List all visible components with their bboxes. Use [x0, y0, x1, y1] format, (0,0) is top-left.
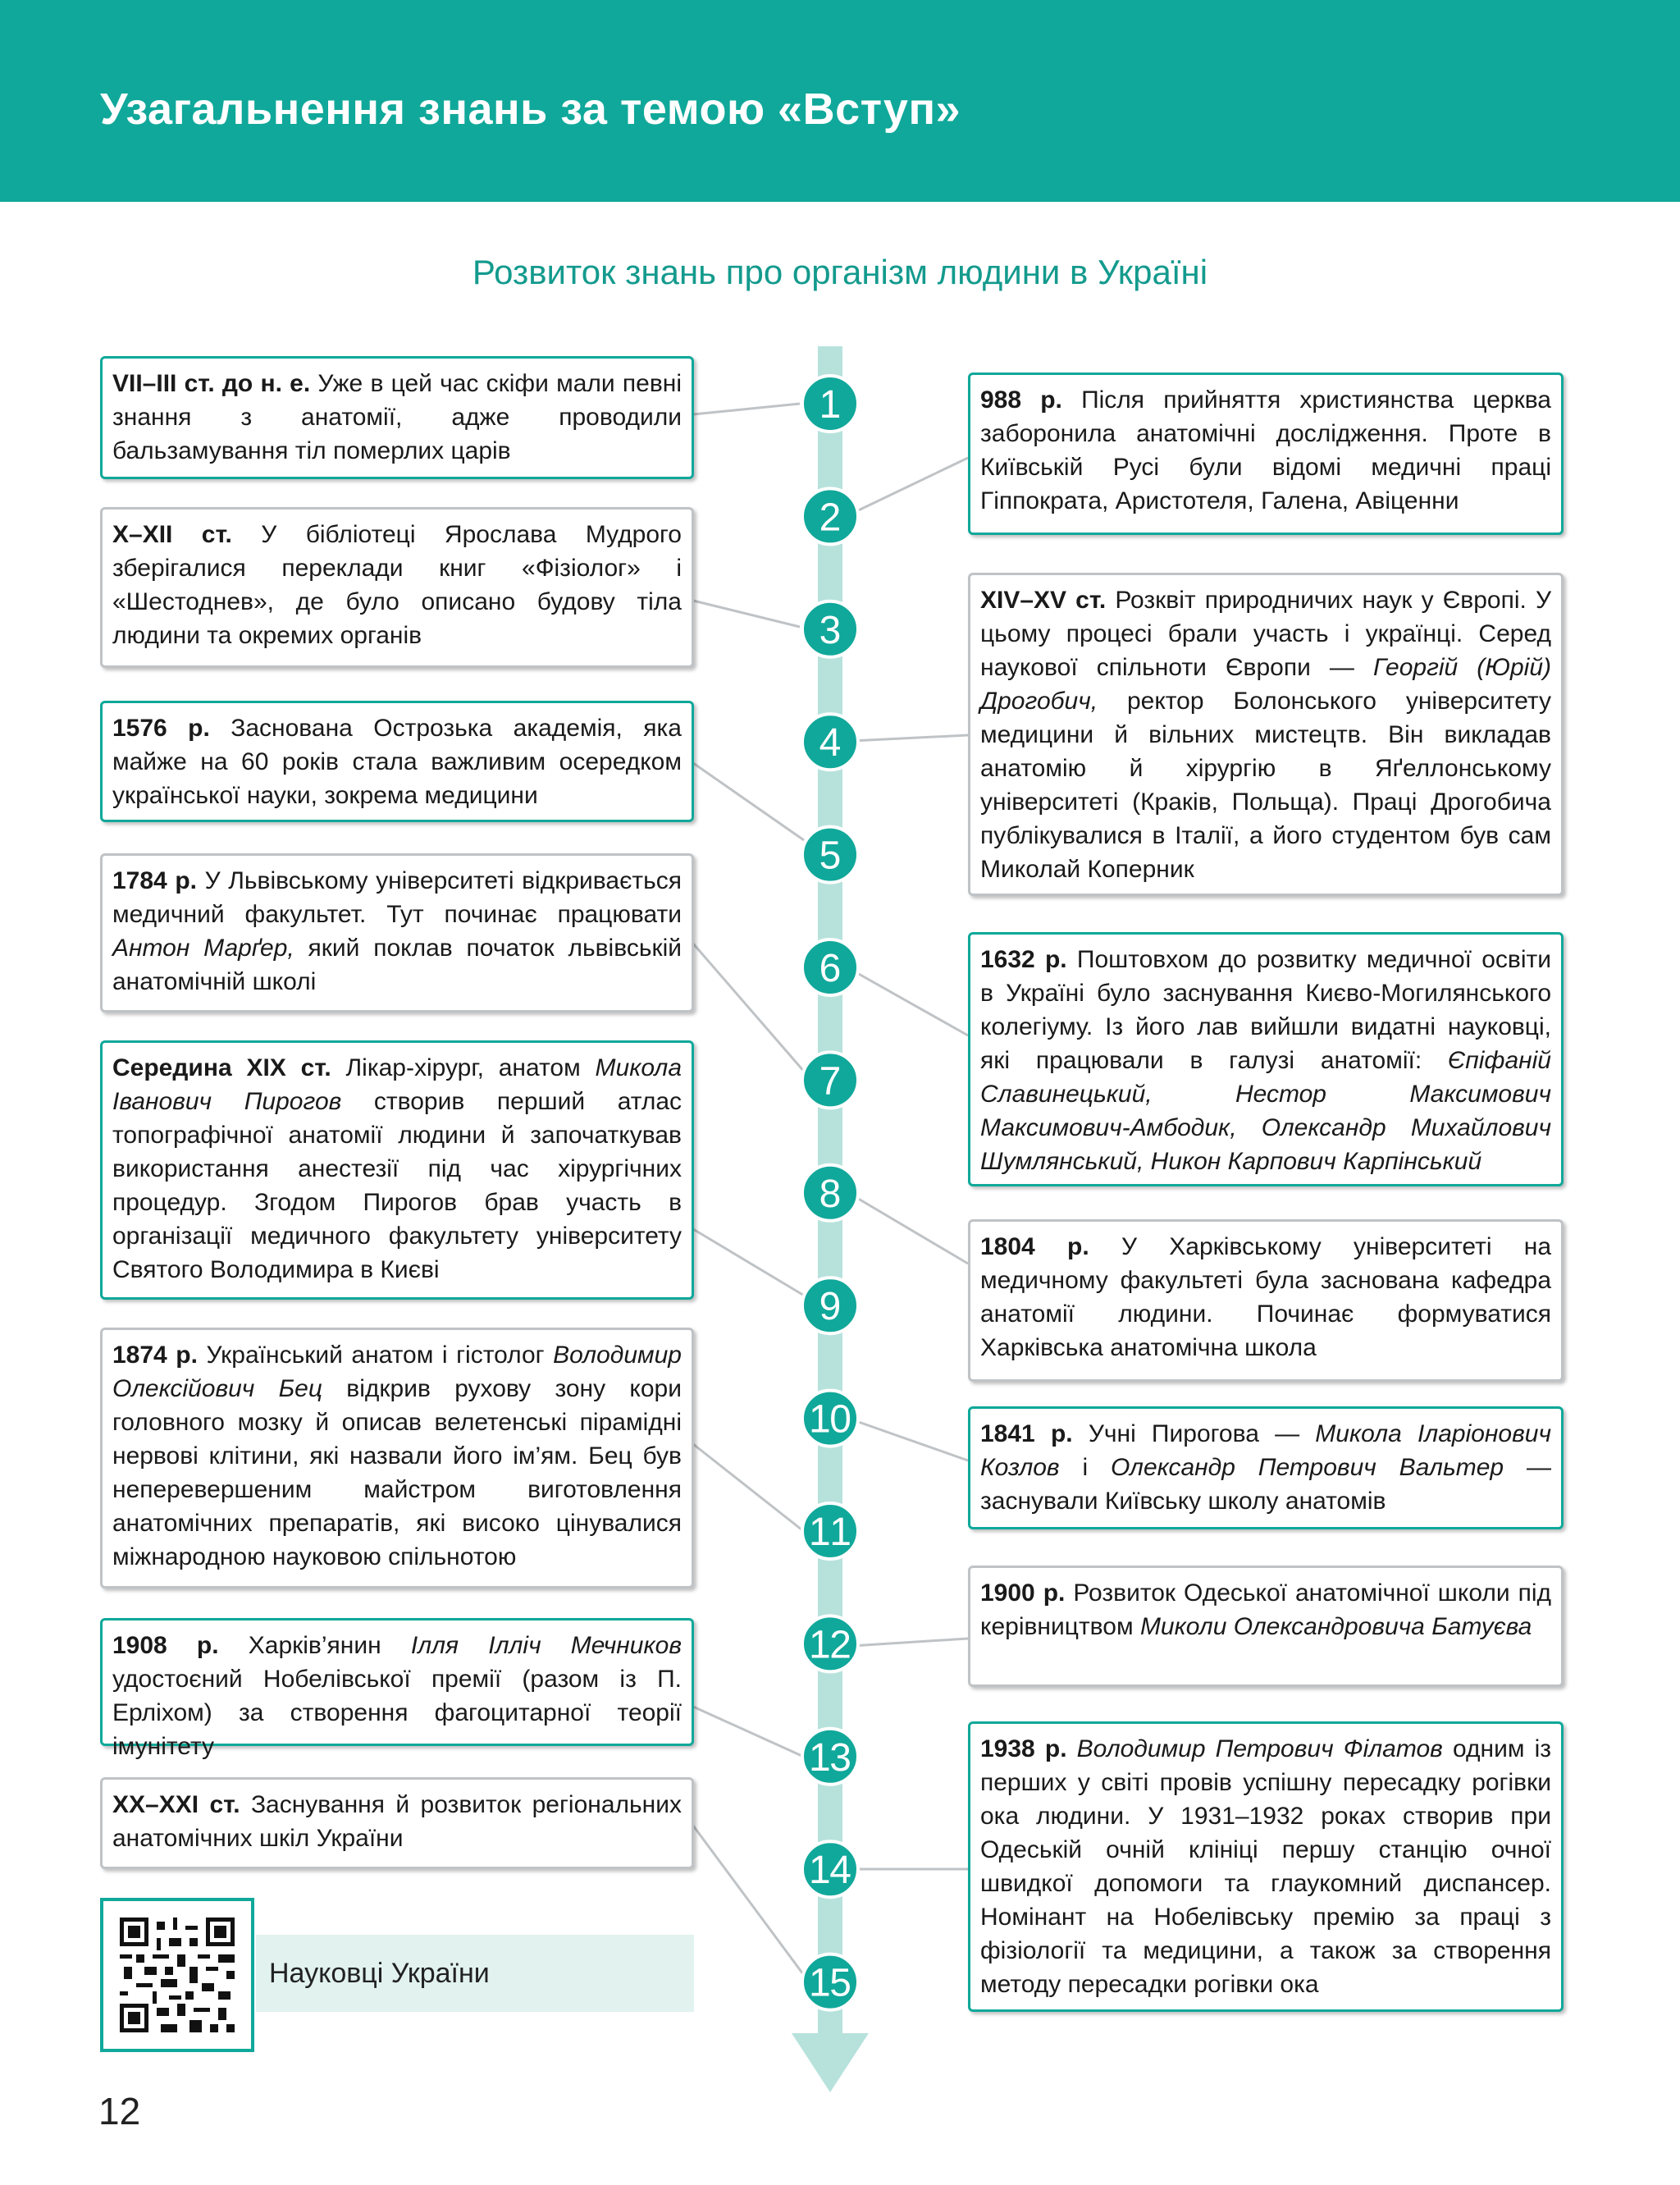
event-card-988 — [968, 373, 1564, 535]
timeline-marker-label: 8 — [819, 1172, 842, 1216]
event-card-1804 — [968, 1219, 1564, 1382]
timeline-marker-label: 1 — [819, 383, 842, 427]
timeline-marker-11 — [802, 1503, 858, 1559]
person-name: Антон Марґер, — [112, 935, 294, 962]
section-subtitle: Розвиток знань про організм людини в Україні — [472, 253, 1208, 291]
event-text: Розквіт природничих наук у Європі. У цьому процесі брали участь і українці. Серед наукової спільноти Європи — — [980, 587, 1551, 681]
timeline-marker-label: 2 — [819, 496, 842, 540]
event-card-vii-iii-bc — [100, 356, 694, 479]
event-date: Середина XIX ст. — [112, 1054, 346, 1081]
person-name: Володимир Олексійович Бец — [112, 1342, 682, 1402]
event-text: і — [1059, 1454, 1112, 1481]
person-name: Георгій (Юрій) Дрогобич, — [980, 654, 1551, 715]
timeline-marker-6 — [802, 939, 858, 995]
event-text: У бібліотеці Ярослава Мудрого зберігалися переклади книг «Фізіолог» і «Шестоднев», де було описано будову тіла людини та окремих органів — [112, 521, 682, 649]
timeline-marker-label: 4 — [819, 721, 842, 766]
timeline-marker-3 — [802, 601, 858, 657]
timeline-marker-15 — [802, 1954, 858, 2010]
event-date: 988 р. — [980, 386, 1082, 414]
event-card-x-xii — [100, 507, 694, 668]
event-text: Заснування й розвиток регіональних анатомічних шкіл України — [112, 1791, 682, 1852]
event-card-xx-xxi — [100, 1777, 694, 1869]
event-text: Уже в цей час скіфи мали певні знання з анатомії, адже проводили бальзамування тіл померлих царів — [112, 370, 682, 464]
person-name: Миколи Олександровича Батуєва — [1139, 1613, 1532, 1640]
timeline-marker-label: 13 — [809, 1735, 851, 1780]
page-number: 12 — [98, 2090, 141, 2132]
timeline-arrow — [792, 2033, 869, 2092]
event-text: створив перший атлас топографічної анатомії людини й започаткував використання анестезії під час хірургічних процедур. Згодом Пирогов брав участь в організації медичного факультету університету Святого Володимира в Києві — [112, 1088, 682, 1283]
qr-code-box[interactable] — [100, 1898, 254, 2052]
event-date: X–XII ст. — [112, 521, 262, 548]
page-title: Узагальнення знань за темою «Вступ» — [100, 85, 961, 134]
timeline-marker-label: 12 — [809, 1623, 851, 1667]
timeline-marker-2 — [802, 488, 858, 544]
timeline-marker-label: 3 — [819, 608, 842, 652]
event-date: 1576 р. — [112, 715, 231, 742]
event-text: Поштовхом до розвитку медичної освіти в Україні було заснування Києво-Могилянського колегіуму. Із його лав вийшли видатні науковці, які працювали в галузі анатомії: — [980, 946, 1551, 1074]
timeline-marker-label: 10 — [809, 1397, 851, 1442]
event-text: У Львівському університеті відкривається медичний факультет. Тут починає працювати — [112, 867, 682, 928]
event-date: 1874 р. — [112, 1342, 207, 1369]
event-text: У Харківському університеті на медичному факультеті була заснована кафедра анатомії людини. Починає формуватися Харківська анатомічна школа — [980, 1233, 1552, 1361]
timeline-marker-13 — [802, 1729, 858, 1785]
timeline-marker-label: 14 — [809, 1849, 851, 1893]
timeline-marker-8 — [802, 1165, 858, 1221]
event-date: 1938 р. — [980, 1735, 1077, 1762]
event-card-xiv-xv — [968, 573, 1564, 896]
person-name: Володимир Петрович Філатов — [1076, 1735, 1443, 1762]
event-text: Харків’янин — [248, 1632, 411, 1659]
timeline-marker-1 — [802, 376, 858, 432]
event-card-1576 — [100, 701, 694, 822]
timeline-marker-7 — [802, 1052, 858, 1108]
qr-code-icon — [120, 1918, 235, 2032]
timeline-marker-label: 11 — [809, 1511, 851, 1554]
person-name: Ілля Ілліч Мечников — [410, 1632, 682, 1659]
timeline-marker-14 — [802, 1841, 858, 1897]
person-name: Микола Іванович Пирогов — [112, 1054, 682, 1115]
event-text: Після прийняття християнства церква заборонила анатомічні дослідження. Проте в Київській Русі були відомі медичні праці Гіппократа, Аристотеля, Галена, Авіценни — [980, 386, 1551, 514]
timeline-marker-5 — [802, 827, 858, 883]
event-card-1874 — [100, 1328, 694, 1588]
event-text: Український анатом і гістолог — [206, 1342, 554, 1369]
event-text: який поклав початок львівській анатомічній школі — [112, 935, 682, 995]
event-date: 1784 р. — [112, 867, 205, 894]
timeline-marker-label: 6 — [819, 947, 842, 990]
event-date: VII–III ст. до н. е. — [112, 370, 318, 397]
event-text: Розвиток Одеської анатомічної школи під керівництвом — [980, 1579, 1551, 1640]
event-date: 1841 р. — [980, 1420, 1089, 1447]
event-text: Лікар-хірург, анатом — [345, 1054, 596, 1081]
event-date: 1804 р. — [980, 1233, 1121, 1260]
event-text: удостоєний Нобелівської премії (разом із П. Ерліхом) за створення фагоцитарної теорії імунітету — [112, 1666, 682, 1760]
event-date: 1632 р. — [980, 946, 1077, 973]
timeline-marker-label: 7 — [819, 1059, 842, 1104]
event-date: XX–XXI ст. — [112, 1791, 251, 1818]
timeline-marker-label: 9 — [819, 1285, 842, 1329]
event-card-1908 — [100, 1618, 694, 1760]
event-text: Заснована Острозька академія, яка майже на 60 років стала важливим осередком української науки, зокрема медицини — [112, 715, 682, 809]
event-card-1632 — [968, 932, 1564, 1186]
event-text: — заснували Київську школу анатомів — [980, 1454, 1552, 1515]
timeline-marker-4 — [802, 714, 858, 770]
timeline-marker-label: 5 — [819, 834, 842, 878]
timeline-marker-10 — [802, 1391, 858, 1447]
event-card-1784 — [100, 853, 694, 1013]
event-text: Учні Пирогова — — [1088, 1420, 1316, 1447]
event-text: відкрив рухову зону кори головного мозку й описав велетенські пірамідні нервові клітини, які назвали його ім’ям. Бец був неперевершеним майстром виготовлення анатомічних препаратів, які високо цінувалися міжнародною науковою спільнотою — [112, 1375, 682, 1570]
timeline-marker-label: 15 — [809, 1961, 851, 2005]
person-name: Олександр Петрович Вальтер — [1111, 1454, 1504, 1481]
event-date: 1908 р. — [112, 1632, 249, 1659]
timeline-marker-12 — [802, 1616, 858, 1671]
event-date: XIV–XV ст. — [980, 587, 1116, 614]
event-card-1841 — [968, 1406, 1564, 1529]
event-card-1938 — [968, 1721, 1564, 2012]
event-card-mid-xix — [100, 1040, 694, 1300]
event-card-1900 — [968, 1566, 1564, 1687]
event-date: 1900 р. — [980, 1579, 1074, 1607]
timeline-marker-9 — [802, 1278, 858, 1333]
qr-label[interactable]: Науковці України — [256, 1935, 694, 2012]
event-text: ректор Болонського університету медицини й вільних мистецтв. Він викладав анатомію й хірургію в Яґеллонському університеті (Краків, Польща). Праці Дрогобича публікувалися в Італії, а його студентом був сам Миколай Коперник — [980, 688, 1551, 883]
event-text: одним із перших у світі провів успішну пересадку рогівки ока людини. У 1931–1932 роках створив при Одеській очній клініці першу станцію очної швидкої допомоги та глаукомний диспансер. Номінант на Нобелівську премію за праці з фізіології та медицини, а також за створення методу пересадки рогівки ока — [980, 1735, 1551, 1998]
person-names: Єпіфаній Славинецький, Нестор Максимович Максимович-Амбодик, Олександр Михайлович Шумлянський, Никон Карпович Карпінський — [980, 1047, 1551, 1175]
person-name: Микола Іларіонович Козлов — [980, 1420, 1551, 1481]
